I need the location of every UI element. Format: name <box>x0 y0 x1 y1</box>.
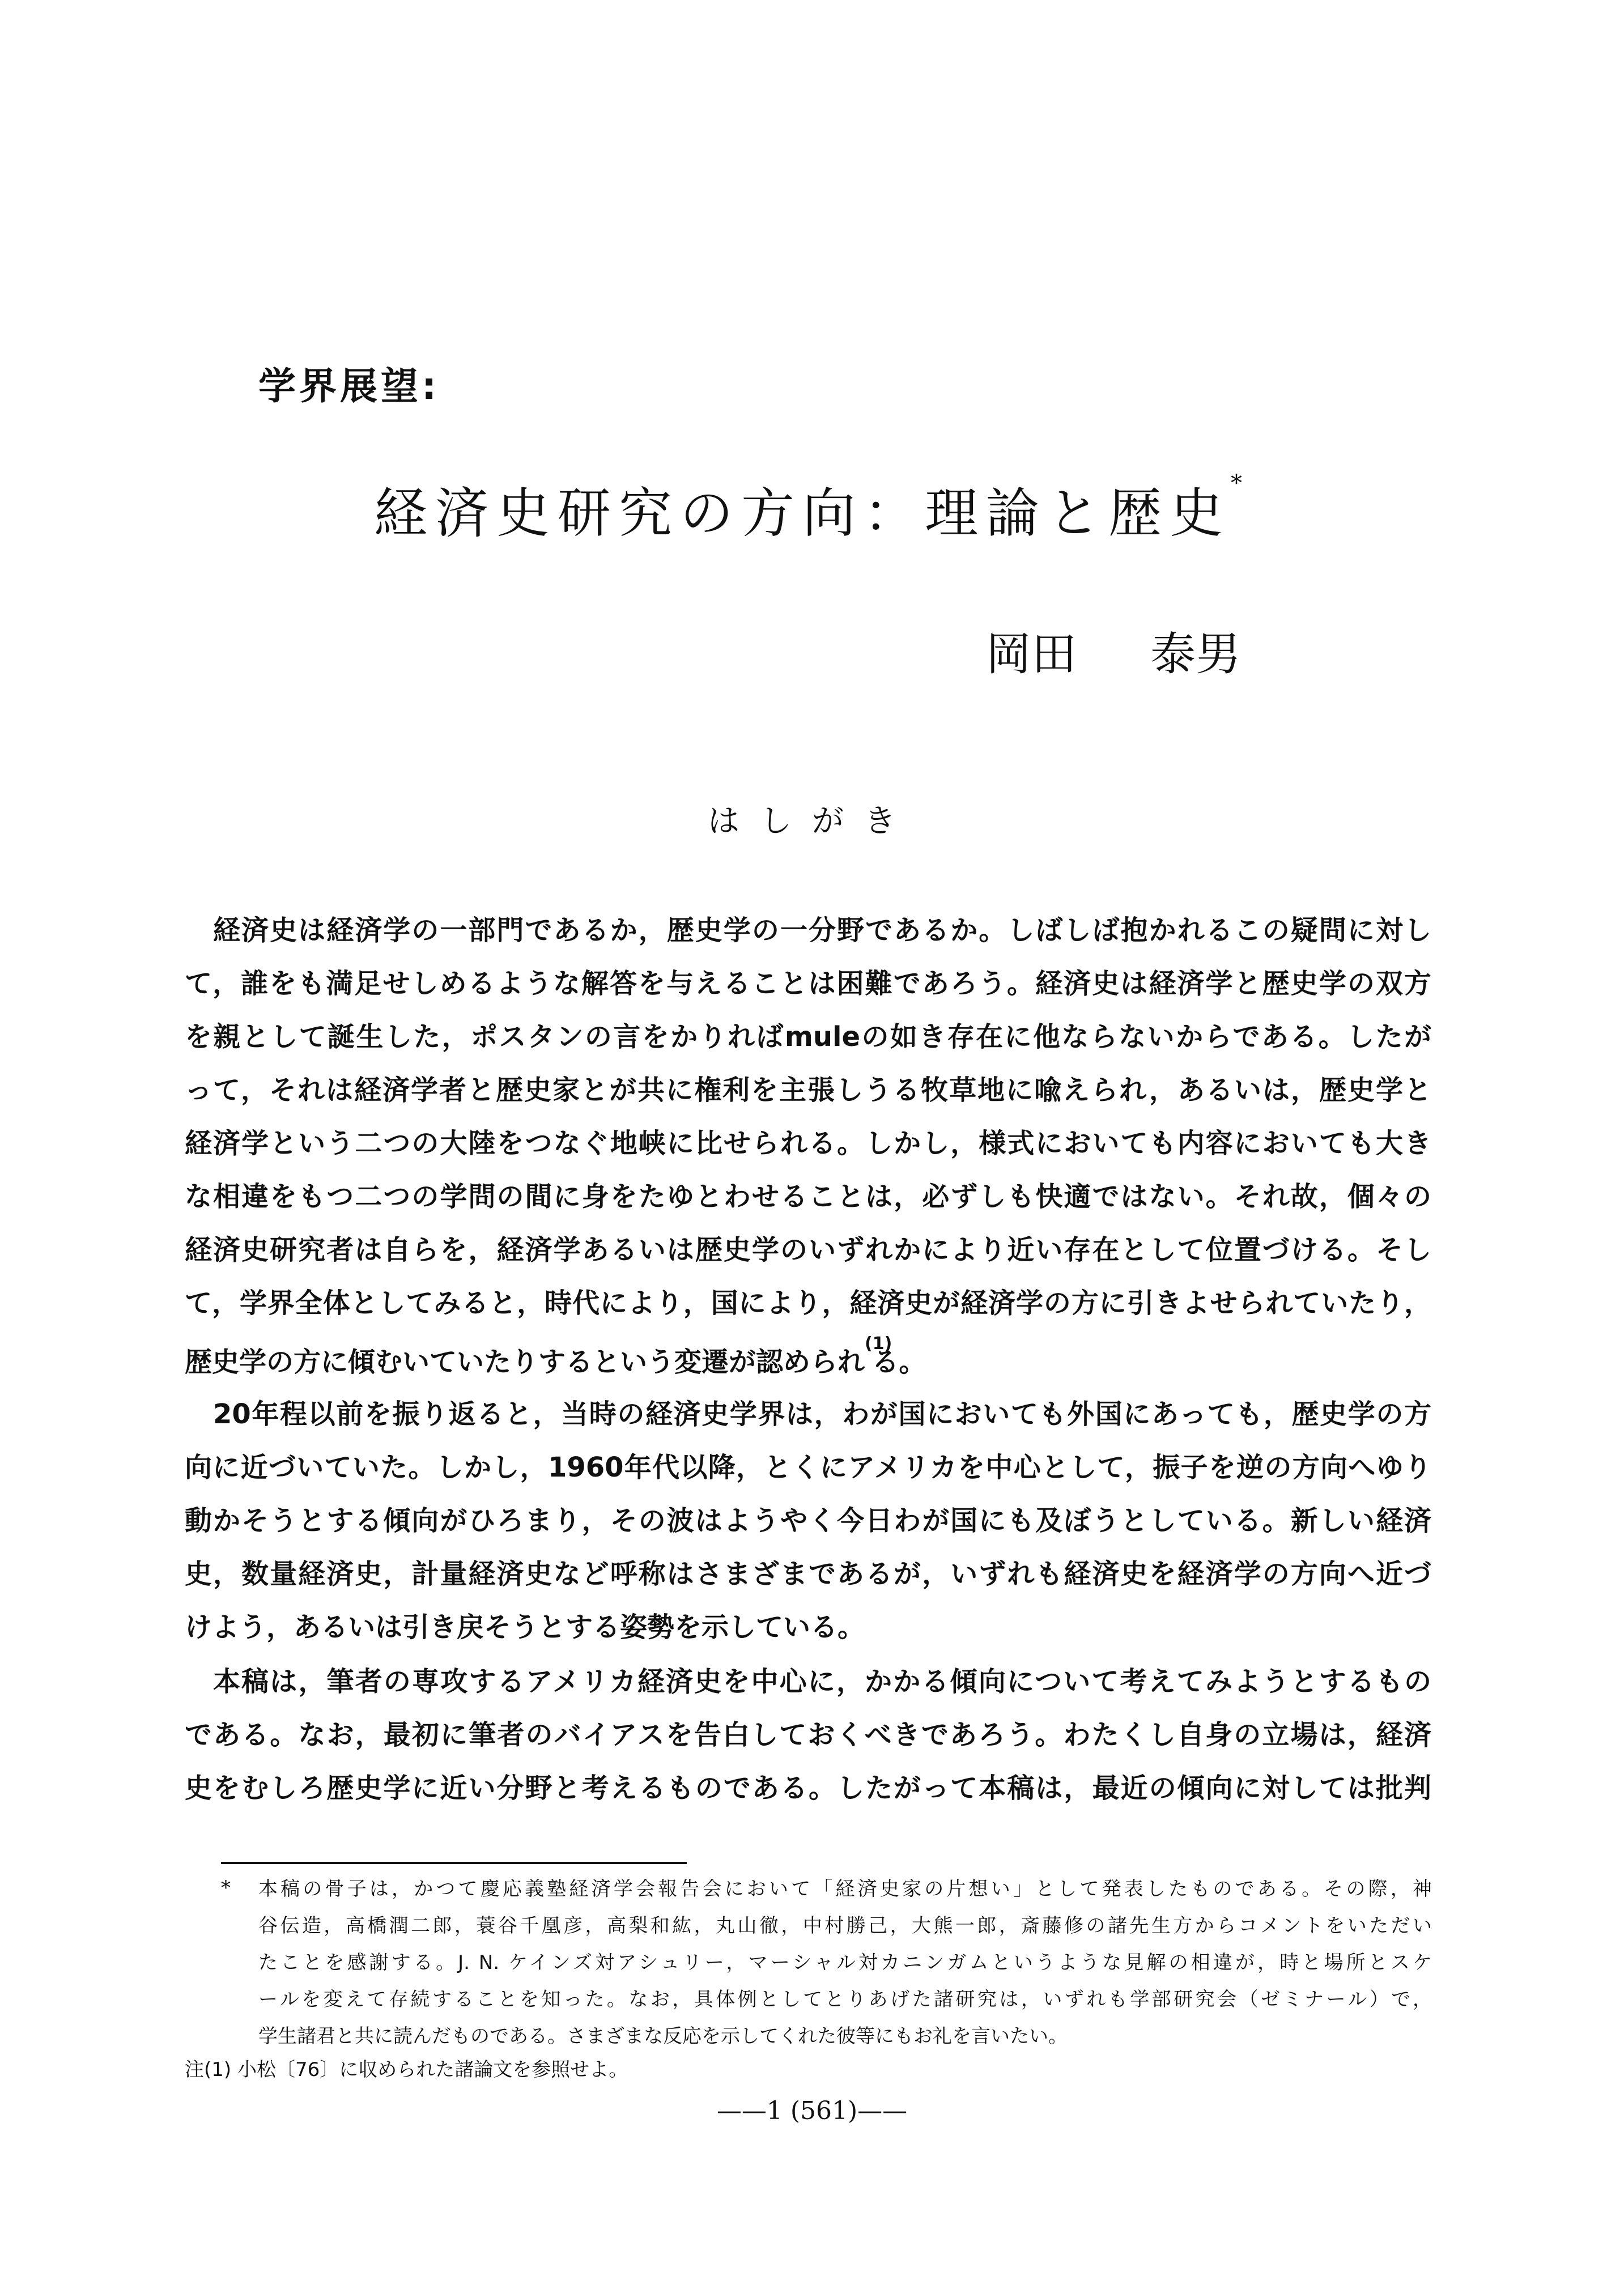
footnote-reference[interactable]: (1) <box>865 1334 892 1354</box>
footnote-line: 谷伝造，高橋潤二郎，蓑谷千凰彦，高梨和紘，丸山徹，中村勝己，大熊一郎，斎藤修の諸先生方からコメントをいただい <box>258 1915 1432 1937</box>
line-text: 歴史学の方に傾むいていたりするという変遷が認められ <box>185 1346 865 1378</box>
body-line: て，誰をも満足せしめるような解答を与えることは困難であろう。経済史は経済学と歴史学の双方 <box>185 968 1431 999</box>
note-1: 注(1) 小松〔76〕に収められた諸論文を参照せよ。 <box>185 2058 628 2081</box>
author-family-name: 岡田 <box>986 628 1077 680</box>
body-line: 本稿は，筆者の専攻するアメリカ経済史を中心に，かかる傾向について考えてみようとするもの <box>213 1666 1431 1698</box>
footnote-line: 本稿の骨子は，かつて慶応義塾経済学会報告会において「経済史家の片想い」として発表したものである。その際，神 <box>258 1878 1432 1900</box>
page-number: ——1 (561)—— <box>716 2096 908 2125</box>
footnote-line: 学生諸君と共に読んだものである。さまざまな反応を示してくれた彼等にもお礼を言いたい。 <box>258 2025 1068 2048</box>
body-line: て，学界全体としてみると，時代により，国により，経済史が経済学の方に引きよせられていたり， <box>185 1287 1431 1319</box>
author <box>986 618 1241 683</box>
body-line: 史をむしろ歴史学に近い分野と考えるものである。したがって本稿は，最近の傾向に対しては批判 <box>185 1772 1431 1804</box>
author-given-name: 泰男 <box>1150 628 1241 680</box>
body-line: 経済史研究者は自らを，経済学あるいは歴史学のいずれかにより近い存在として位置づける。そし <box>185 1234 1431 1266</box>
article-title <box>0 470 1624 547</box>
title-text: 経済史研究の方向：理論と歴史 <box>373 483 1231 544</box>
line-text: けよう，あるいは引き戻そうとする姿勢を示している。 <box>185 1611 865 1643</box>
footnote-line: ールを変えて存続することを知った。なお，具体例としてとりあげた諸研究は，いずれも学部研究会（ゼミナール）で， <box>258 1988 1432 2011</box>
body-line: 20年程以前を振り返ると，当時の経済史学界は，わが国においても外国にあっても，歴史学の方 <box>213 1398 1431 1430</box>
body-line: 史，数量経済史，計量経済史など呼称はさまざまであるが，いずれも経済史を経済学の方向へ近づ <box>185 1558 1431 1590</box>
footnote-line: たことを感謝する。J. N. ケインズ対アシュリー，マーシャル対カニンガムというような見解の相違が，時と場所とスケ <box>258 1951 1432 1974</box>
footnote-mark: * <box>221 1877 231 1899</box>
line-text: る。 <box>871 1346 926 1378</box>
body-line <box>185 1334 1431 1379</box>
body-line: 向に近づいていた。しかし，1960年代以降，とくにアメリカを中心として，振子を逆の方向へゆり <box>185 1452 1431 1483</box>
body-line: 経済史は経済学の一部門であるか，歴史学の一分野であるか。しばしば抱かれるこの疑問に対し <box>213 914 1431 946</box>
title-footnote-mark: * <box>1231 470 1250 496</box>
body-line: を親として誕生した，ポスタンの言をかりればmuleの如き存在に他ならないからである。したが <box>185 1021 1431 1053</box>
body-line <box>185 1610 1431 1644</box>
section-kicker: 学界展望: <box>258 364 440 408</box>
body-line: である。なお，最初に筆者のバイアスを告白しておくべきであろう。わたくし自身の立場は，経済 <box>185 1719 1431 1751</box>
footnote-divider <box>221 1862 687 1864</box>
body-line: 経済学という二つの大陸をつなぐ地峡に比せられる。しかし，様式においても内容においても大き <box>185 1128 1431 1159</box>
body-line: って，それは経済学者と歴史家とが共に権利を主張しうる牧草地に喩えられ，あるいは，歴史学と <box>185 1074 1431 1106</box>
section-heading: はしがき <box>708 803 916 840</box>
body-line: な相違をもつ二つの学問の間に身をたゆとわせることは，必ずしも快適ではない。それ故，個々の <box>185 1181 1431 1213</box>
body-line: 動かそうとする傾向がひろまり，その波はようやく今日わが国にも及ぼうとしている。新しい経済 <box>185 1505 1431 1537</box>
